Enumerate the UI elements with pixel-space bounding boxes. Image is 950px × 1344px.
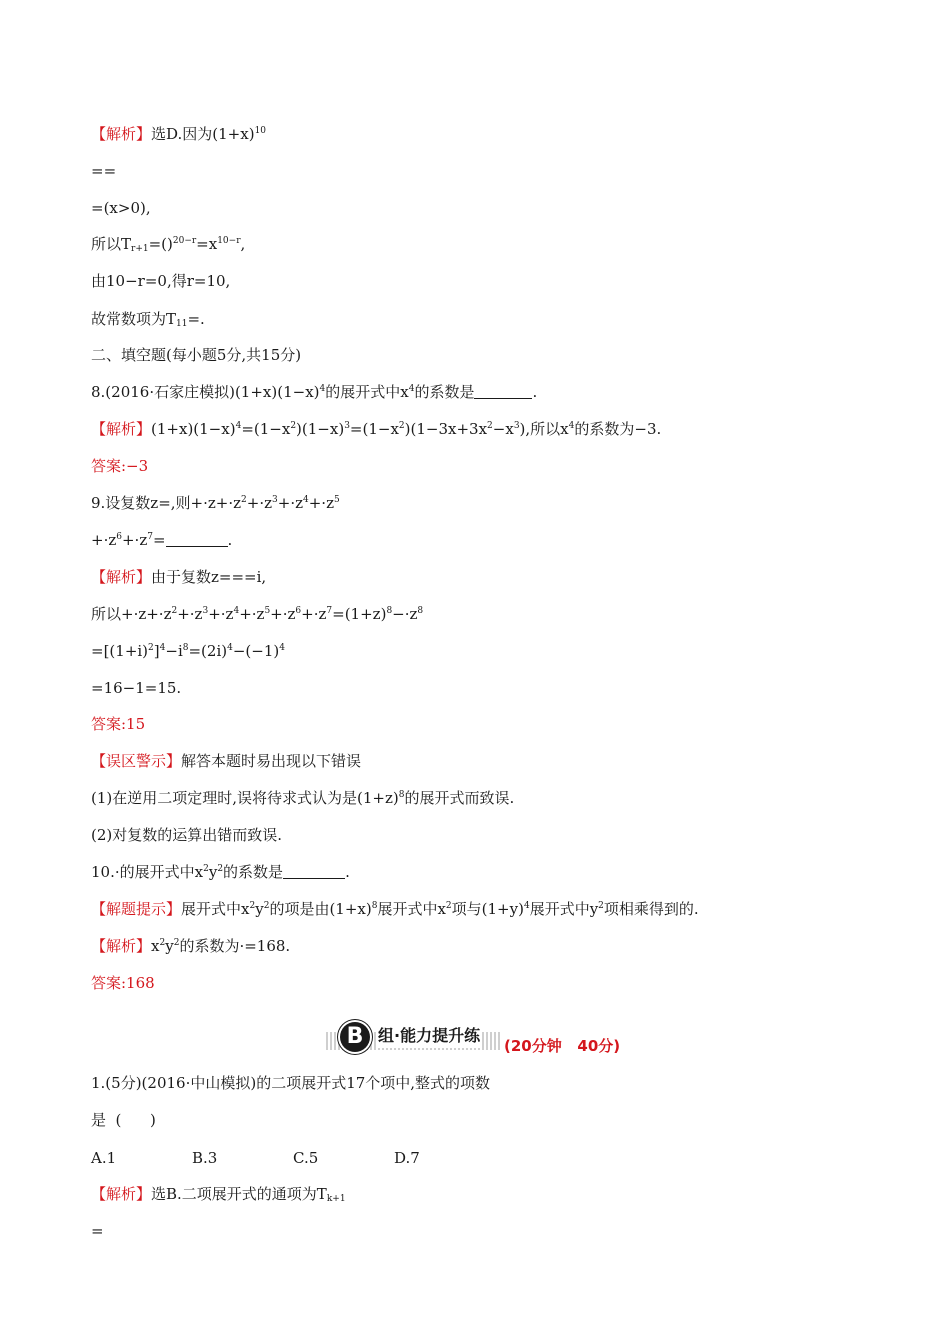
warning-tag: 【误区警示】 xyxy=(91,752,182,770)
q9-answer: 答案:15 xyxy=(91,715,146,733)
question-b1-options xyxy=(91,1148,495,1168)
analysis-tag: 【解析】 xyxy=(91,420,152,438)
question-9-line-2: $+\cdot z^6+\cdot z^7=$ . xyxy=(91,531,233,549)
answer-blank xyxy=(166,532,228,547)
q9-analysis-3: $=[(1+i)^2]^4-i^8=(2i)^4-(-1)^4$ xyxy=(91,642,285,660)
warning-point-2: (2)对复数的运算出错而致误. xyxy=(91,826,283,844)
hint-tag: 【解题提示】 xyxy=(91,900,182,918)
analysis-line-5: 由10−r=0,得r=10, xyxy=(91,272,231,290)
q10-analysis: 【解析】$x^2y^2$的系数为·=168. xyxy=(91,937,291,955)
analysis-line-6: 故常数项为$T_{11}=$. xyxy=(91,310,205,329)
question-b1-line-1: 1.(5分)(2016·中山模拟)的二项展开式17个项中,整式的项数 xyxy=(91,1074,491,1092)
analysis-line-2: == xyxy=(91,162,117,180)
analysis-tag: 【解析】 xyxy=(91,568,152,586)
analysis-line-1: 【解析】选D.因为$(1+x)^{10}$ xyxy=(91,125,267,143)
q9-analysis-1: 【解析】由于复数z===i, xyxy=(91,568,267,586)
analysis-tag: 【解析】 xyxy=(91,937,152,955)
section-b-badge-icon: B xyxy=(340,1022,370,1052)
q10-hint: 【解题提示】展开式中$x^2y^2$的项是由$(1+x)^8$展开式中$x^2$项与$(1+y)^4$展开式中$y^2$项相乘得到的. xyxy=(91,900,699,918)
q8-answer: 答案:−3 xyxy=(91,457,149,475)
question-9-line-1: 9.设复数z=,则$+\cdot z+\cdot z^2+\cdot z^3+\cdot z^4+\cdot z^5$ xyxy=(91,494,340,512)
question-10: 10.·的展开式中$x^2y^2$的系数是 . xyxy=(91,863,350,881)
analysis-tag: 【解析】 xyxy=(91,125,152,143)
analysis-line-3: =(x>0), xyxy=(91,199,151,217)
banner-title: 组·能力提升练 xyxy=(378,1024,482,1048)
answer-blank xyxy=(283,864,345,879)
option-a: A.1 xyxy=(91,1149,117,1167)
qb1-analysis-2: = xyxy=(91,1222,104,1240)
answer-blank xyxy=(474,384,532,399)
q8-analysis: 【解析】$(1+x)(1-x)^4=(1-x^2)(1-x)^3=(1-x^2)(1-3x+3x^2-x^3)$,所以$x^4$的系数为−3. xyxy=(91,420,662,438)
banner-time: (20分钟 40分) xyxy=(504,1037,621,1055)
section-b-banner xyxy=(326,1018,636,1058)
q9-analysis-2: 所以$+\cdot z+\cdot z^2+\cdot z^3+\cdot z^4+\cdot z^5+\cdot z^6+\cdot z^7=(1+z)^8-\cdot z^8$ xyxy=(91,605,424,623)
option-b: B.3 xyxy=(192,1149,218,1167)
q10-answer: 答案:168 xyxy=(91,974,155,992)
analysis-line-4: 所以$T_{r+1}=()^{20-r}=x^{10-r}$, xyxy=(91,235,246,254)
q9-analysis-4: =16−1=15. xyxy=(91,679,182,697)
section-heading: 二、填空题(每小题5分,共15分) xyxy=(91,346,302,364)
question-b1-line-2: 是 ( ) xyxy=(91,1111,156,1129)
option-d: D.7 xyxy=(394,1149,420,1167)
qb1-analysis: 【解析】选B.二项展开式的通项为$T_{k+1}$ xyxy=(91,1185,346,1204)
option-c: C.5 xyxy=(293,1149,319,1167)
warning-heading: 【误区警示】解答本题时易出现以下错误 xyxy=(91,752,362,770)
analysis-tag: 【解析】 xyxy=(91,1185,152,1203)
warning-point-1: (1)在逆用二项定理时,误将待求式认为是$(1+z)^8$的展开式而致误. xyxy=(91,789,515,807)
question-8: 8.(2016·石家庄模拟)$(1+x)(1-x)^4$的展开式中$x^4$的系数是 . xyxy=(91,383,538,401)
